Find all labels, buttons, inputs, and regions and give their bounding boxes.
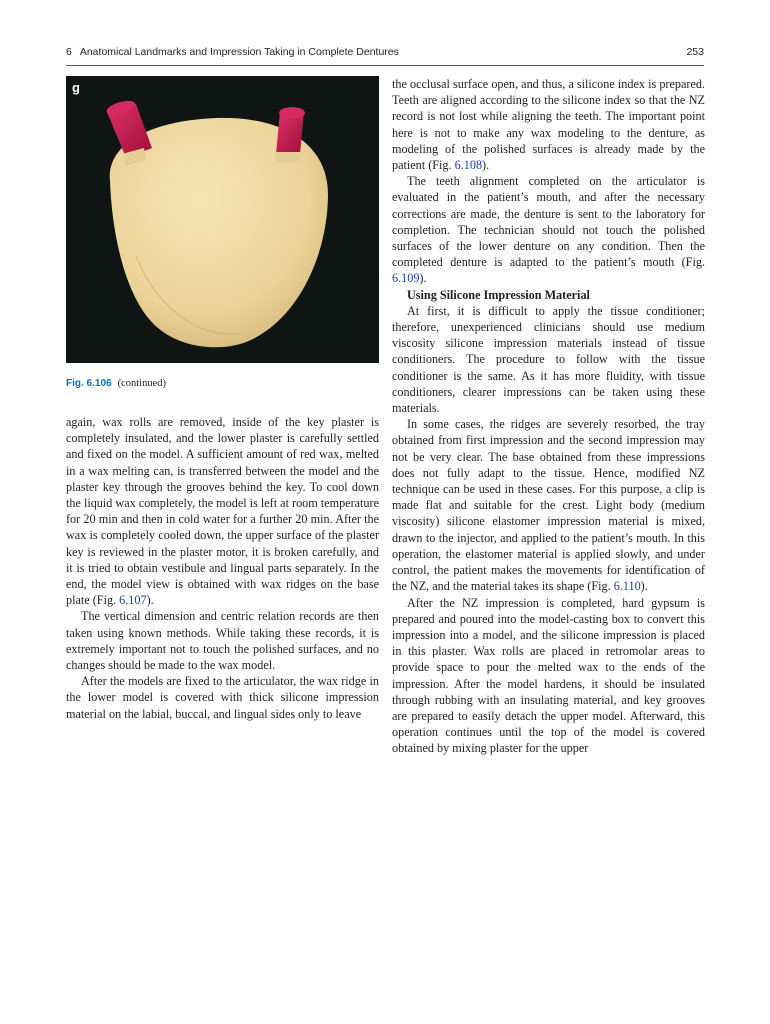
chapter-title xyxy=(66,46,399,58)
caption-text: (continued) xyxy=(117,378,166,389)
paragraph-text: In some cases, the ridges are severely resorbed, the tray obtained from first impression and the second impression may not be very clear. The base obtained from these impressions does not fully adapt to the tissue. Hence, modified NZ technique can be used in these cases. For this purpose, a clip is made flat and suitable for the crest. Light body (medium viscosity) silicone elastomer impression material is mixed, drawn to the injector, and applied to the patient’s mouth. In this operation, the elastomer material is applied slowly, and under control, the patient makes the movements for identification of the NZ, and the material takes its shape (Fig. xyxy=(392,417,705,594)
paragraph xyxy=(392,416,705,594)
left-wax-post xyxy=(105,98,152,166)
figure-reference[interactable]: 6.107 xyxy=(119,593,147,608)
paragraph-text: The teeth alignment completed on the articulator is evaluated in the patient’s mouth, and after the necessary corrections are made, the denture is sent to the laboratory for completion. The technician should not touch the polished surfaces of the lower denture on any condition. Then the completed denture is adapted to the patient’s mouth (Fig. xyxy=(392,174,705,270)
figure-caption xyxy=(66,377,379,390)
figure-label: Fig. 6.106 xyxy=(66,378,112,389)
paragraph-text: ). xyxy=(482,158,490,173)
paragraph-text: ). xyxy=(419,271,427,286)
figure-reference[interactable]: 6.108 xyxy=(454,158,483,173)
right-wax-post xyxy=(274,107,305,162)
chapter-number: 6 xyxy=(66,46,72,58)
paragraph: After the NZ impression is completed, hard gypsum is prepared and poured into the model-casting box to convert this impression into a model, and the silicone impression is placed in this plaster. Wax rolls are placed in retromolar areas to provide space to pour the melted wax to the ends of the impression. After the model hardens, it should be insulated through rubbing with an insulating material, and key grooves are prepared to easily detach the upper model. Afterward, this operation continues until the top of the model is covered obtained by mixing plaster for the upper xyxy=(392,595,705,756)
figure-reference[interactable]: 6.109 xyxy=(392,271,420,286)
panel-label: g xyxy=(72,80,80,95)
paragraph-text: again, wax rolls are removed, inside of the key plaster is completely insulated, and the lower plaster is carefully settled and fixed on the model. A sufficient amount of red wax, melted in a wax melting can, is transferred between the model and the plaster key through the grooves behind the key. To cool down the liquid wax completely, the model is left at room temperature for 20 min and then in cold water for a further 20 min. After the wax is completely cooled down, the upper surface of the plaster key is reviewed in the plaster motor, it is broken carefully, and it is tried to obtain vestibule and lingual parts separately. In the end, the model view is obtained with wax ridges on the base plate (Fig. xyxy=(66,415,379,608)
paragraph xyxy=(392,76,705,173)
paragraph xyxy=(66,414,379,608)
paragraph-text: ). xyxy=(146,593,154,608)
paragraph: The vertical dimension and centric relation records are then taken using known methods. While taking these records, it is extremely important not to touch the polished surfaces, and no changes should be made to the wax model. xyxy=(66,609,379,673)
figure-reference[interactable]: 6.110 xyxy=(613,579,641,594)
page-number: 253 xyxy=(686,46,704,58)
right-column xyxy=(392,76,705,757)
paragraph-text: the occlusal surface open, and thus, a silicone index is prepared. Teeth are aligned according to the silicone index so that the NZ record is not lost while aligning the teeth. The important point here is not to make any wax modeling to the denture, as modeling of the polished surfaces is already made by the patient (Fig. xyxy=(392,77,705,173)
left-column xyxy=(66,414,379,722)
paragraph: After the models are fixed to the articulator, the wax ridge in the lower model is covered with thick silicone impression material on the labial, buccal, and lingual sides only to leave xyxy=(66,674,379,721)
paragraph-text: ). xyxy=(640,579,648,594)
figure-photo xyxy=(66,76,379,363)
paragraph: At first, it is difficult to apply the tissue conditioner; therefore, unexperienced clinicians should use medium viscosity silicone impression materials instead of tissue conditioners. The procedure to follow with the tissue conditioner is the same. As it has more fluidity, with tissue conditioners, clearer impressions can be taken using these materials. xyxy=(392,303,705,416)
running-header xyxy=(66,45,704,66)
chapter-title-text: Anatomical Landmarks and Impression Taking in Complete Dentures xyxy=(79,46,399,58)
paragraph xyxy=(392,173,705,286)
section-subheading: Using Silicone Impression Material xyxy=(407,287,590,302)
plaster-model-illustration xyxy=(66,76,379,363)
